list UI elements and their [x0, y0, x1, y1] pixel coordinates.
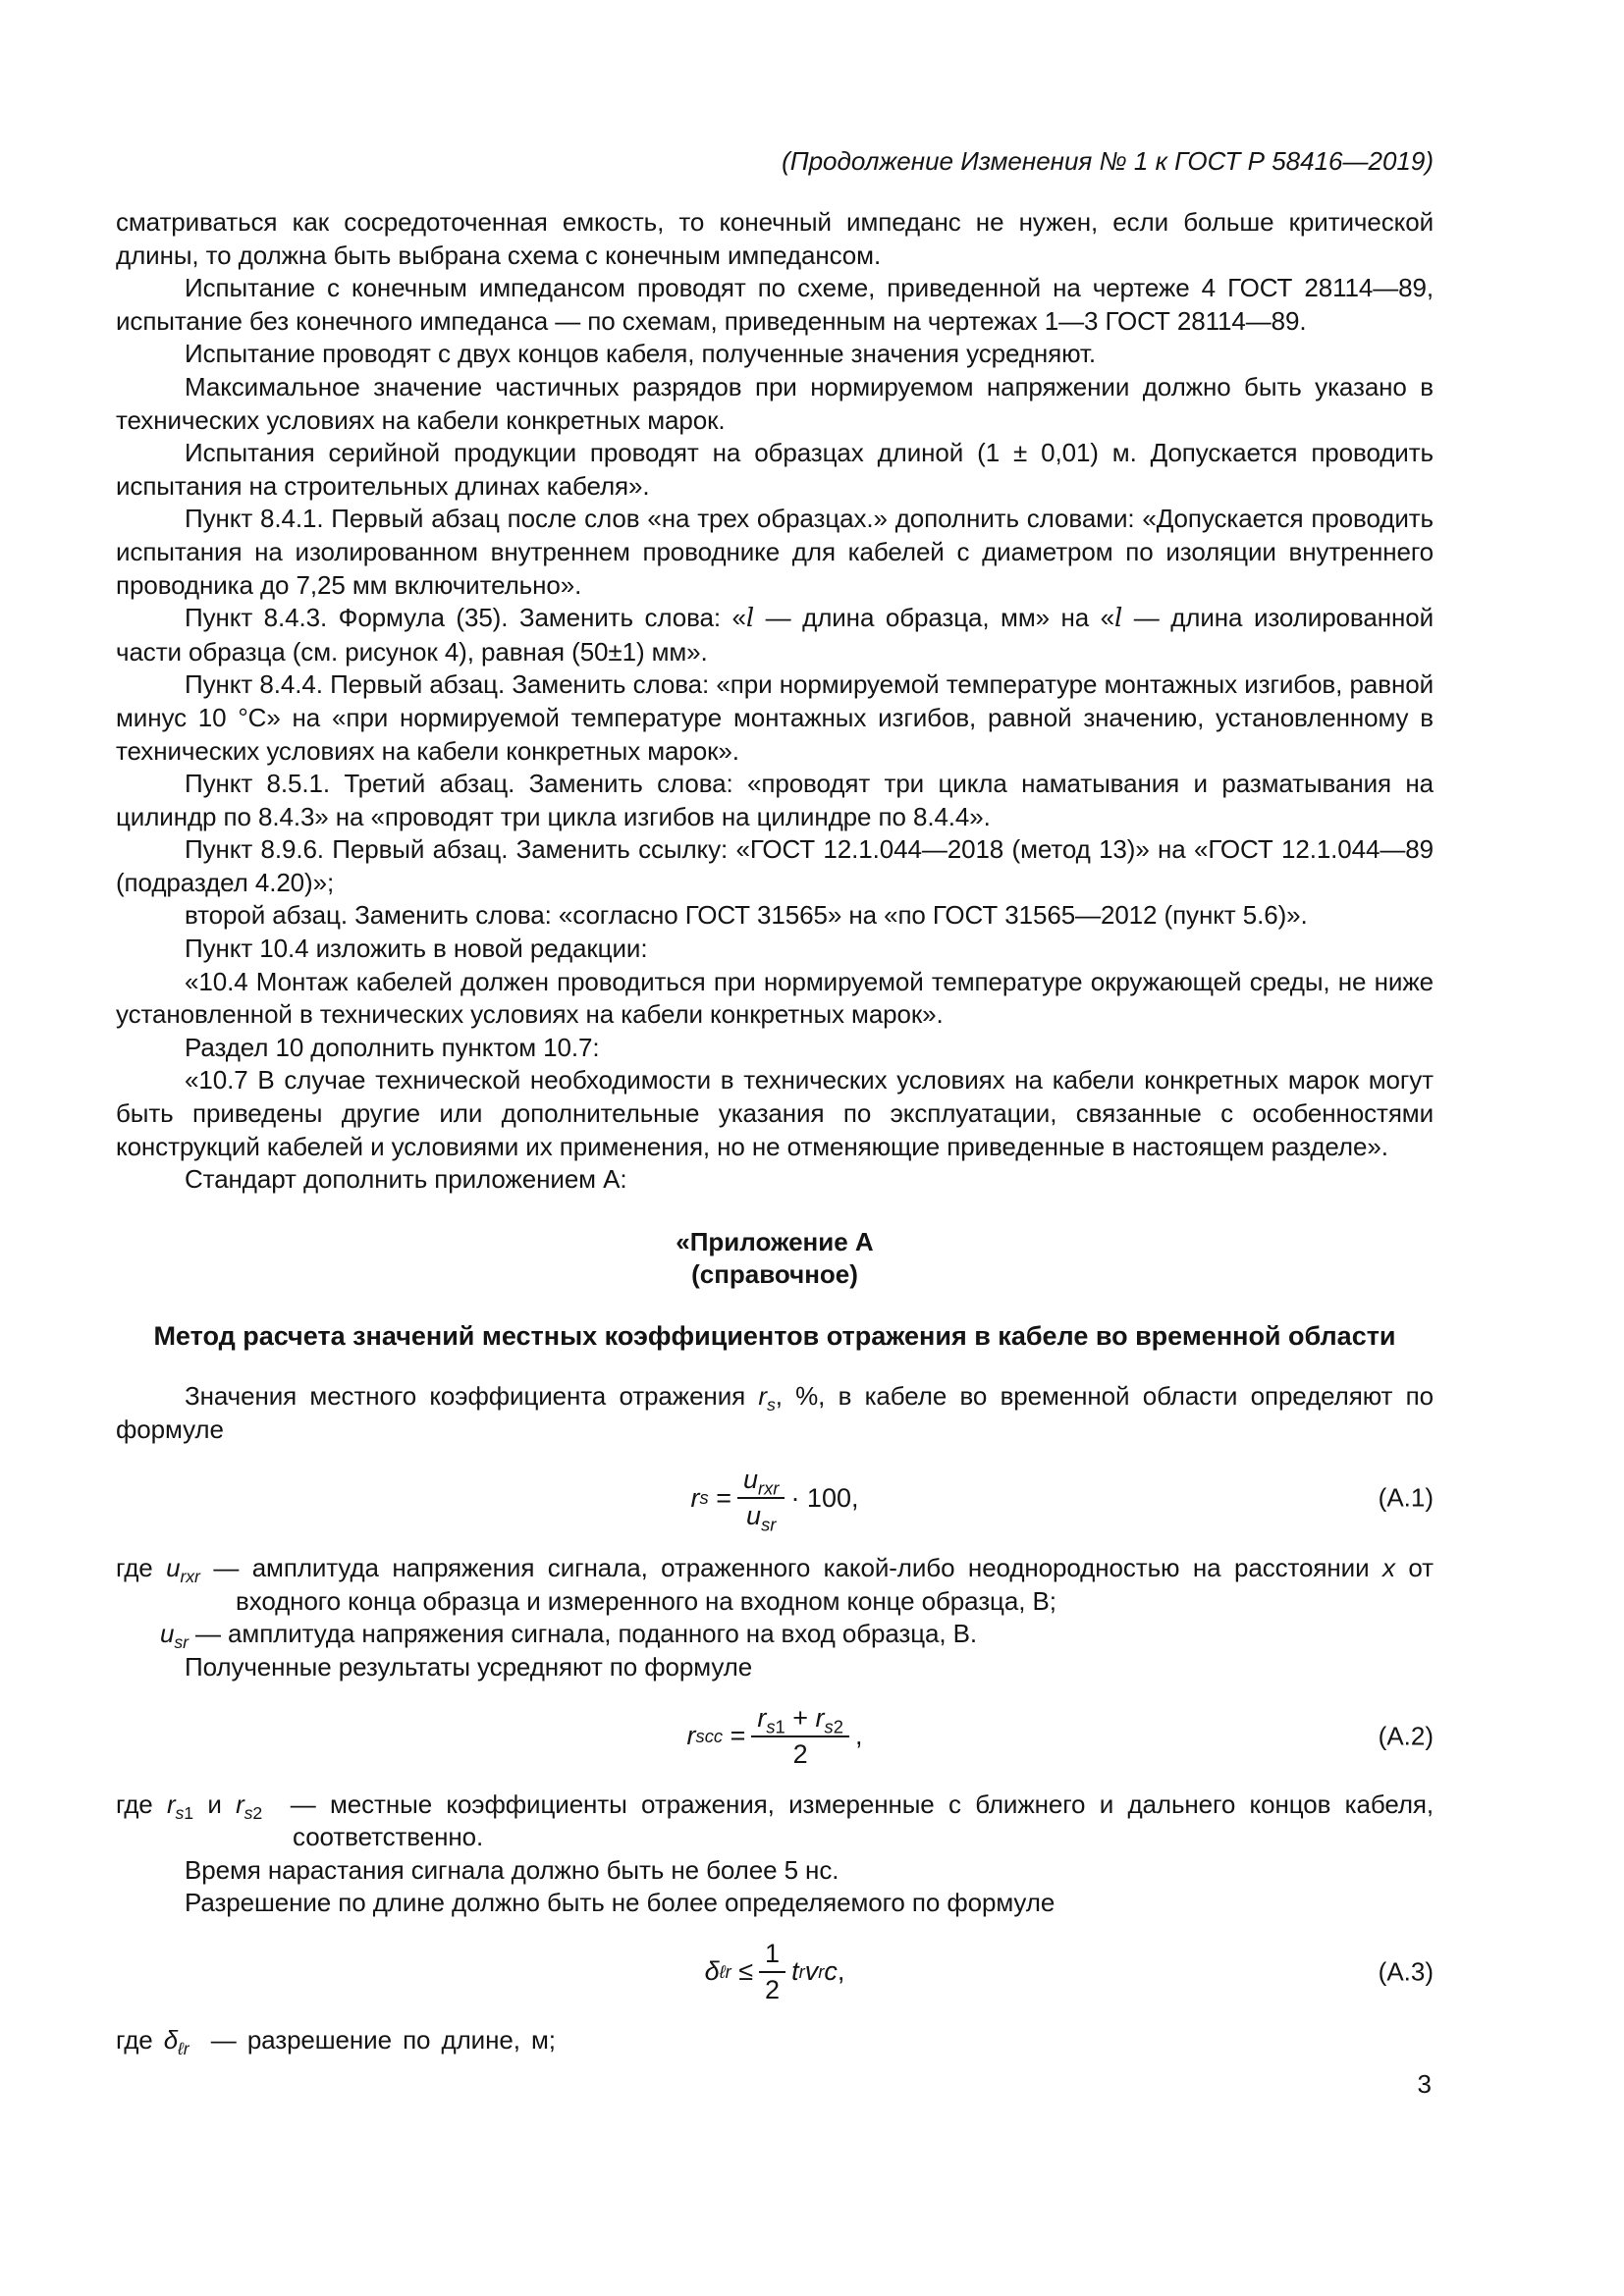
- paragraph: «10.4 Монтаж кабелей должен проводиться при нормируемой температуре окружающей среды, не ниже установленной в технических условиях на кабели конкретных марок».: [116, 966, 1434, 1030]
- formula-a3-label: (А.3): [1378, 1956, 1434, 1987]
- appendix-title: «Приложение А: [676, 1226, 874, 1256]
- appendix-heading: Метод расчета значений местных коэффициентов отражения в кабеле во временной области: [153, 1321, 1396, 1351]
- rise-time-note: Время нарастания сигнала должно быть не более 5 нс.: [185, 1854, 839, 1885]
- paragraph: Раздел 10 дополнить пунктом 10.7:: [185, 1032, 600, 1062]
- definition-urxr: где $u_{rxr}$ — амплитуда напряжения сигнала, отраженного какой-либо неоднородностью на расстоянии x от входного конца образца и измеренного на входном конце образца, В;: [116, 1553, 1434, 1616]
- formula-a1-expression: r s = $\frac{u_{rxr}}{u_{sr}}$ · 100,: [690, 1465, 859, 1535]
- appendix-subtitle: (справочное): [691, 1259, 858, 1290]
- paragraph: Стандарт дополнить приложением А:: [185, 1164, 627, 1195]
- formula-a2: [116, 1692, 1434, 1781]
- paragraph: Пункт 8.9.6. Первый абзац. Заменить ссылку: «ГОСТ 12.1.044—2018 (метод 13)» на «ГОСТ 12.1.044—89 (подраздел 4.20)»;: [116, 834, 1434, 897]
- definition-delta: где $\delta_{\ell r}$ — разрешение по длине, м;: [116, 2024, 556, 2059]
- appendix-intro: Значения местного коэффициента отражения $r_s$, %, в кабеле во временной области определяют по формуле: [116, 1381, 1434, 1444]
- page-number: 3: [1417, 2069, 1432, 2099]
- averaging-note: Полученные результаты усредняют по формуле: [185, 1651, 753, 1682]
- formula-a1: [116, 1454, 1434, 1542]
- formula-a2-expression: r scc = $\frac{r_{s1} + r_{s2}}{2}$ ,: [686, 1702, 863, 1769]
- formula-a2-label: (А.2): [1378, 1721, 1434, 1751]
- formula-a3: [116, 1928, 1434, 2016]
- paragraph: Пункт 8.4.4. Первый абзац. Заменить слова: «при нормируемой температуре монтажных изгибов, равной минус 10 °С» на «при нормируемой температуре монтажных изгибов, равной значению, установленному в технических условиях на кабели конкретных марок».: [116, 669, 1434, 766]
- paragraph: Пункт 10.4 изложить в новой редакции:: [185, 934, 648, 964]
- formula-a3-expression: δ ℓr ≤ $\frac{1}{2}$ t r v r c ,: [704, 1938, 845, 2004]
- resolution-note: Разрешение по длине должно быть не более определяемого по формуле: [185, 1888, 1056, 1918]
- paragraph: Испытание с конечным импедансом проводят по схеме, приведенной на чертеже 4 ГОСТ 28114—89, испытание без конечного импеданса — по схемам, приведенным на чертежах 1—3 ГОСТ 28114—89.: [116, 273, 1434, 336]
- paragraph: Пункт 8.5.1. Третий абзац. Заменить слова: «проводят три цикла наматывания и разматывания на цилиндр по 8.4.3» на «проводят три цикла изгибов на цилиндре по 8.4.4».: [116, 769, 1434, 831]
- text-block: [116, 145, 1434, 2057]
- running-header: (Продолжение Изменения № 1 к ГОСТ Р 58416—2019): [782, 146, 1434, 176]
- formula-a1-label: (А.1): [1378, 1482, 1434, 1513]
- paragraph: второй абзац. Заменить слова: «согласно ГОСТ 31565» на «по ГОСТ 31565—2012 (пункт 5.6)».: [185, 900, 1308, 931]
- paragraph: Испытание проводят с двух концов кабеля, полученные значения усредняют.: [185, 339, 1096, 369]
- paragraph: Пункт 8.4.3. Формула (35). Заменить слова: «l — длина образца, мм» на «l — длина изолированной части образца (см. рисунок 4), равная (50±1) мм».: [116, 603, 1434, 667]
- paragraph: Максимальное значение частичных разрядов при нормируемом напряжении должно быть указано в технических условиях на кабели конкретных марок.: [116, 371, 1434, 435]
- paragraph: Пункт 8.4.1. Первый абзац после слов «на трех образцах.» дополнить словами: «Допускается проводить испытания на изолированном внутреннем проводнике для кабелей с диаметром по изоляции внутреннего проводника до 7,25 мм включительно».: [116, 504, 1434, 600]
- definition-rs: где $r_{s1}$ и $r_{s2}$ — местные коэффициенты отражения, измеренные с ближнего и дальнего концов кабеля, соответственно.: [116, 1789, 1434, 1852]
- paragraph: сматриваться как сосредоточенная емкость, то конечный импеданс не нужен, если больше критической длины, то должна быть выбрана схема с конечным импедансом.: [116, 207, 1434, 270]
- paragraph: «10.7 В случае технической необходимости в технических условиях на кабели конкретных марок могут быть приведены другие или дополнительные указания по эксплуатации, связанные с особенностями конструкций кабелей и условиями их применения, но не отменяющие приведенные в настоящем разделе».: [116, 1065, 1434, 1161]
- paragraph: Испытания серийной продукции проводят на образцах длиной (1 ± 0,01) м. Допускается проводить испытания на строительных длинах кабеля».: [116, 438, 1434, 501]
- definition-usr: $u_{sr}$ — амплитуда напряжения сигнала, поданного на вход образца, В.: [160, 1619, 978, 1653]
